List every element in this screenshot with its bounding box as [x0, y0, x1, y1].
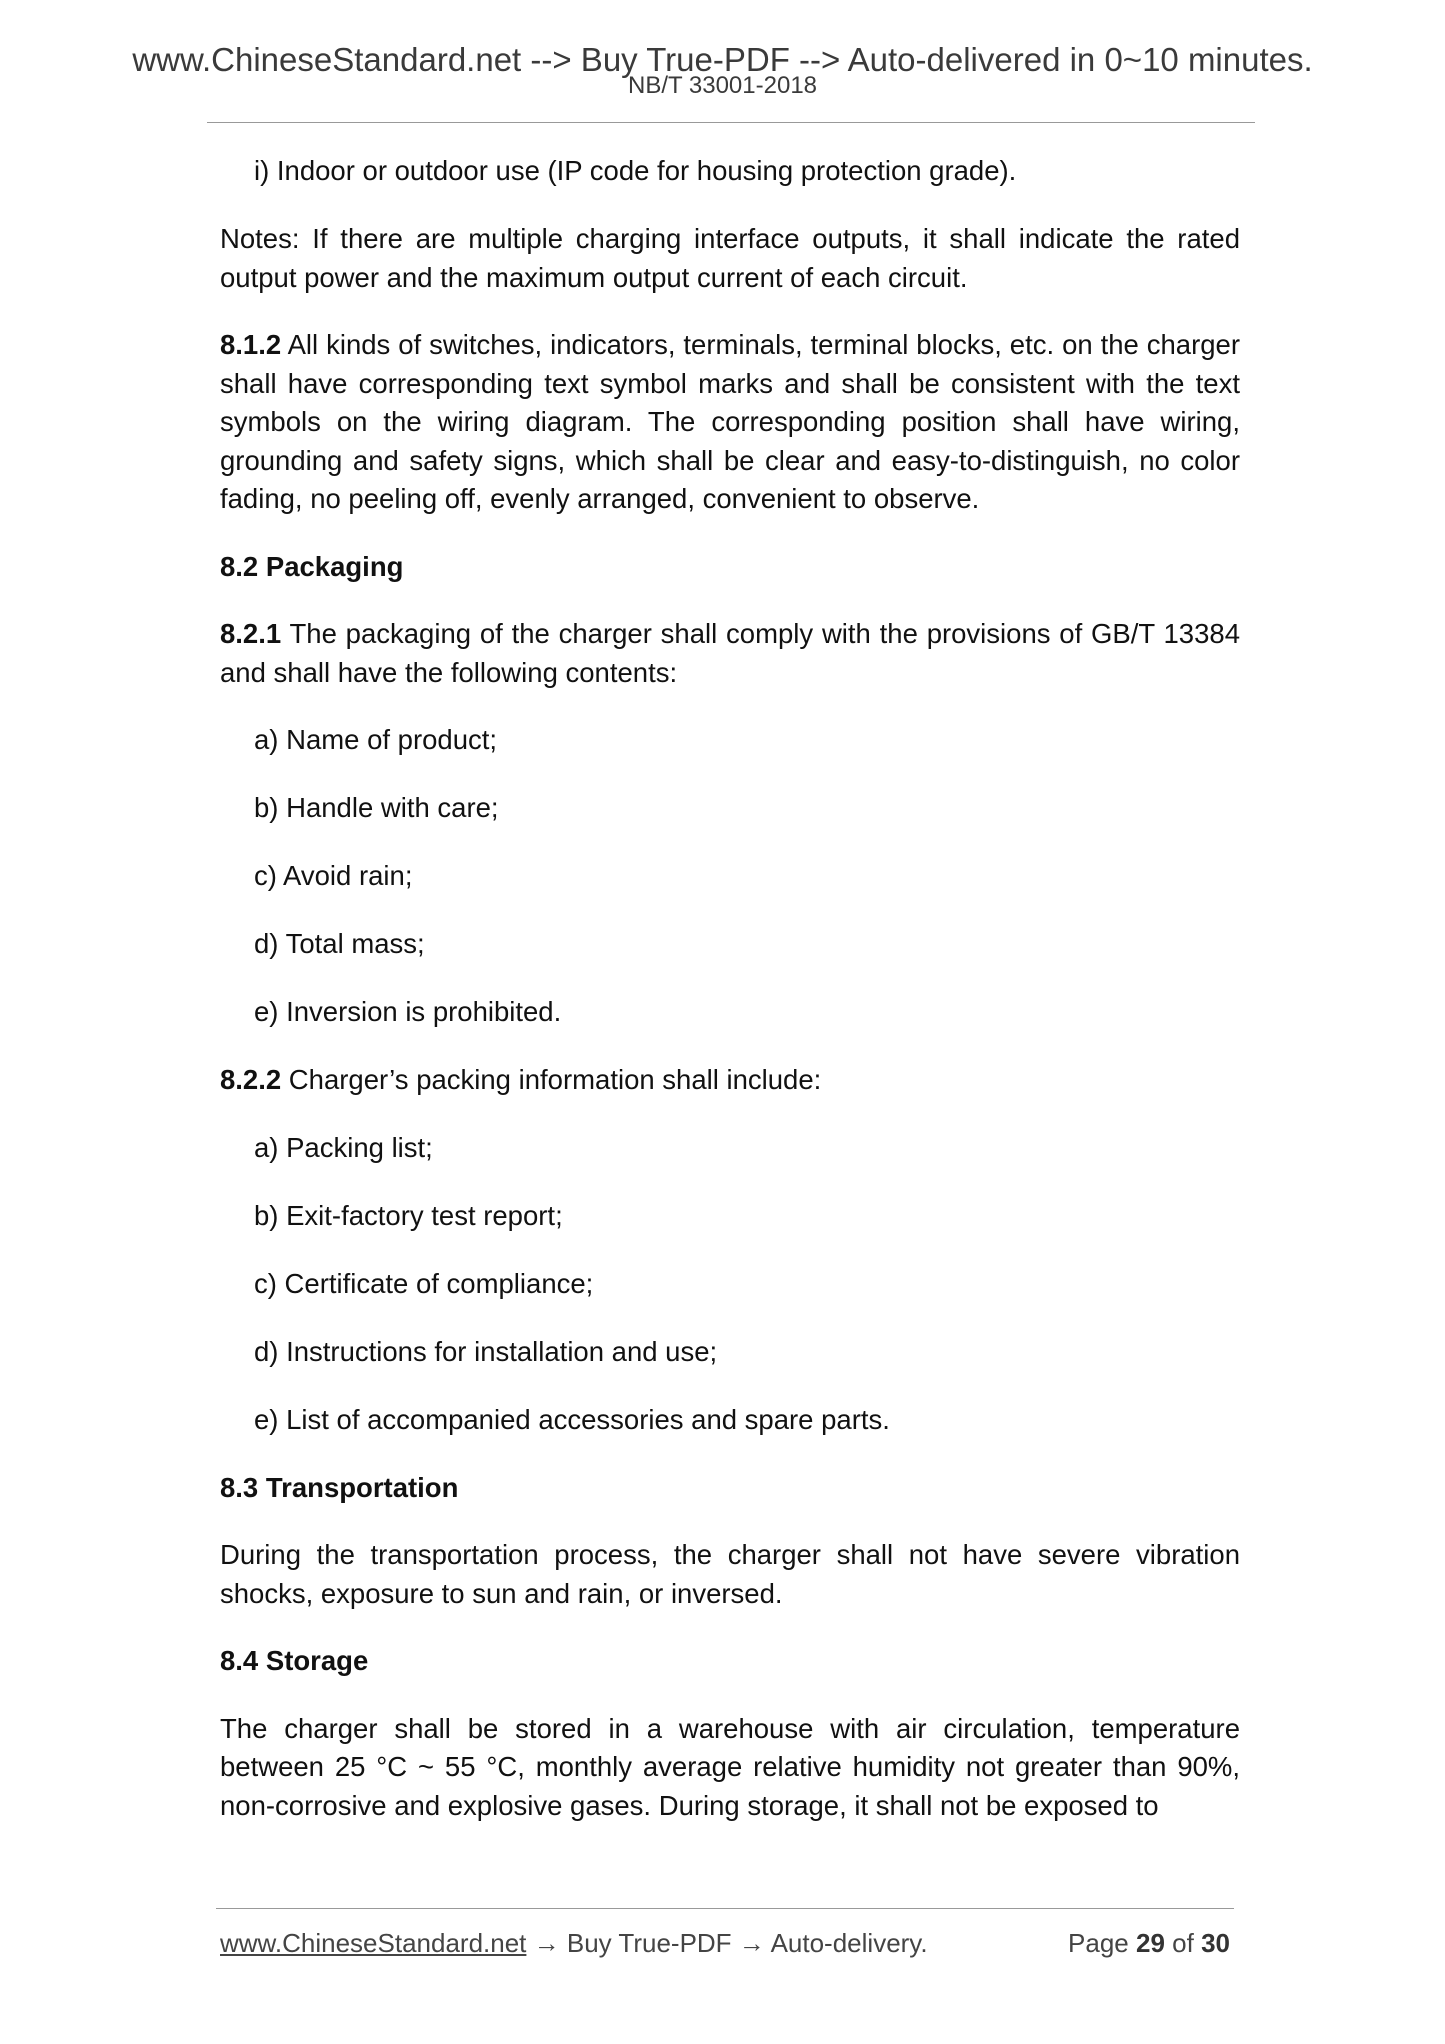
section-heading-8-3: 8.3 Transportation — [220, 1471, 459, 1503]
clause-number: 8.2.2 — [220, 1064, 282, 1095]
page-content — [220, 152, 1240, 1854]
list-item: d) Total mass; — [254, 928, 425, 959]
clause-number: 8.2.1 — [220, 618, 282, 649]
notes-paragraph: Notes: If there are multiple charging interface outputs, it shall indicate the rated output power and the maximum output current of each circuit. — [220, 223, 1240, 293]
page-number: 29 — [1136, 1928, 1165, 1958]
list-item: c) Avoid rain; — [254, 860, 413, 891]
footer-text: → Buy True-PDF → Auto-delivery. — [526, 1928, 928, 1958]
list-item: e) Inversion is prohibited. — [254, 996, 562, 1027]
of-label: of — [1172, 1928, 1194, 1958]
page-total: 30 — [1201, 1928, 1230, 1958]
document-id: NB/T 33001-2018 — [627, 72, 818, 99]
list-item: a) Name of product; — [254, 724, 498, 755]
clause-text: All kinds of switches, indicators, terminals, terminal blocks, etc. on the charger shall have corresponding text symbol marks and shall be consistent with the text symbols on the wiring diagram. The corresponding position shall have wiring, grounding and safety signs, which shall be clear and easy-to-distinguish, no color fading, no peeling off, evenly arranged, convenient to observe. — [220, 329, 1240, 514]
clause-text: Charger’s packing information shall include: — [281, 1064, 822, 1095]
list-item: e) List of accompanied accessories and spare parts. — [254, 1403, 890, 1435]
clause-8-1-2 — [220, 326, 1240, 519]
clause-text: The packaging of the charger shall comply with the provisions of GB/T 13384 and shall have the following contents: — [220, 618, 1240, 688]
transportation-paragraph: During the transportation process, the charger shall not have severe vibration shocks, exposure to sun and rain, or inversed. — [220, 1539, 1240, 1609]
list-item: b) Handle with care; — [254, 792, 499, 823]
clause-number: 8.1.2 — [220, 329, 282, 360]
header-divider — [207, 122, 1255, 123]
storage-paragraph: The charger shall be stored in a warehouse with air circulation, temperature between 25 °C ~ 55 °C, monthly average relative humidity not greater than 90%, non-corrosive and explosive gases. During storage, it shall not be exposed to — [220, 1712, 1240, 1821]
list-item: c) Certificate of compliance; — [254, 1267, 594, 1299]
section-heading-8-4: 8.4 Storage — [220, 1645, 369, 1676]
page-label: Page — [1068, 1928, 1129, 1958]
clause-8-2-2 — [220, 1061, 1240, 1100]
page-footer — [220, 1925, 1230, 1961]
section-heading-8-2: 8.2 Packaging — [220, 550, 404, 582]
list-item: a) Packing list; — [254, 1131, 433, 1163]
page-indicator — [1068, 1925, 1230, 1961]
top-banner: www.ChineseStandard.net --> Buy True-PDF --> Auto-delivered in 0~10 minutes. — [132, 41, 1313, 78]
list-item: d) Instructions for installation and use; — [254, 1335, 718, 1367]
list-item-i: i) Indoor or outdoor use (IP code for housing protection grade). — [254, 155, 1017, 186]
footer-divider — [216, 1908, 1234, 1909]
list-item: b) Exit-factory test report; — [254, 1199, 563, 1231]
clause-8-2-1 — [220, 615, 1240, 692]
footer-site-link[interactable]: www.ChineseStandard.net — [220, 1928, 527, 1958]
